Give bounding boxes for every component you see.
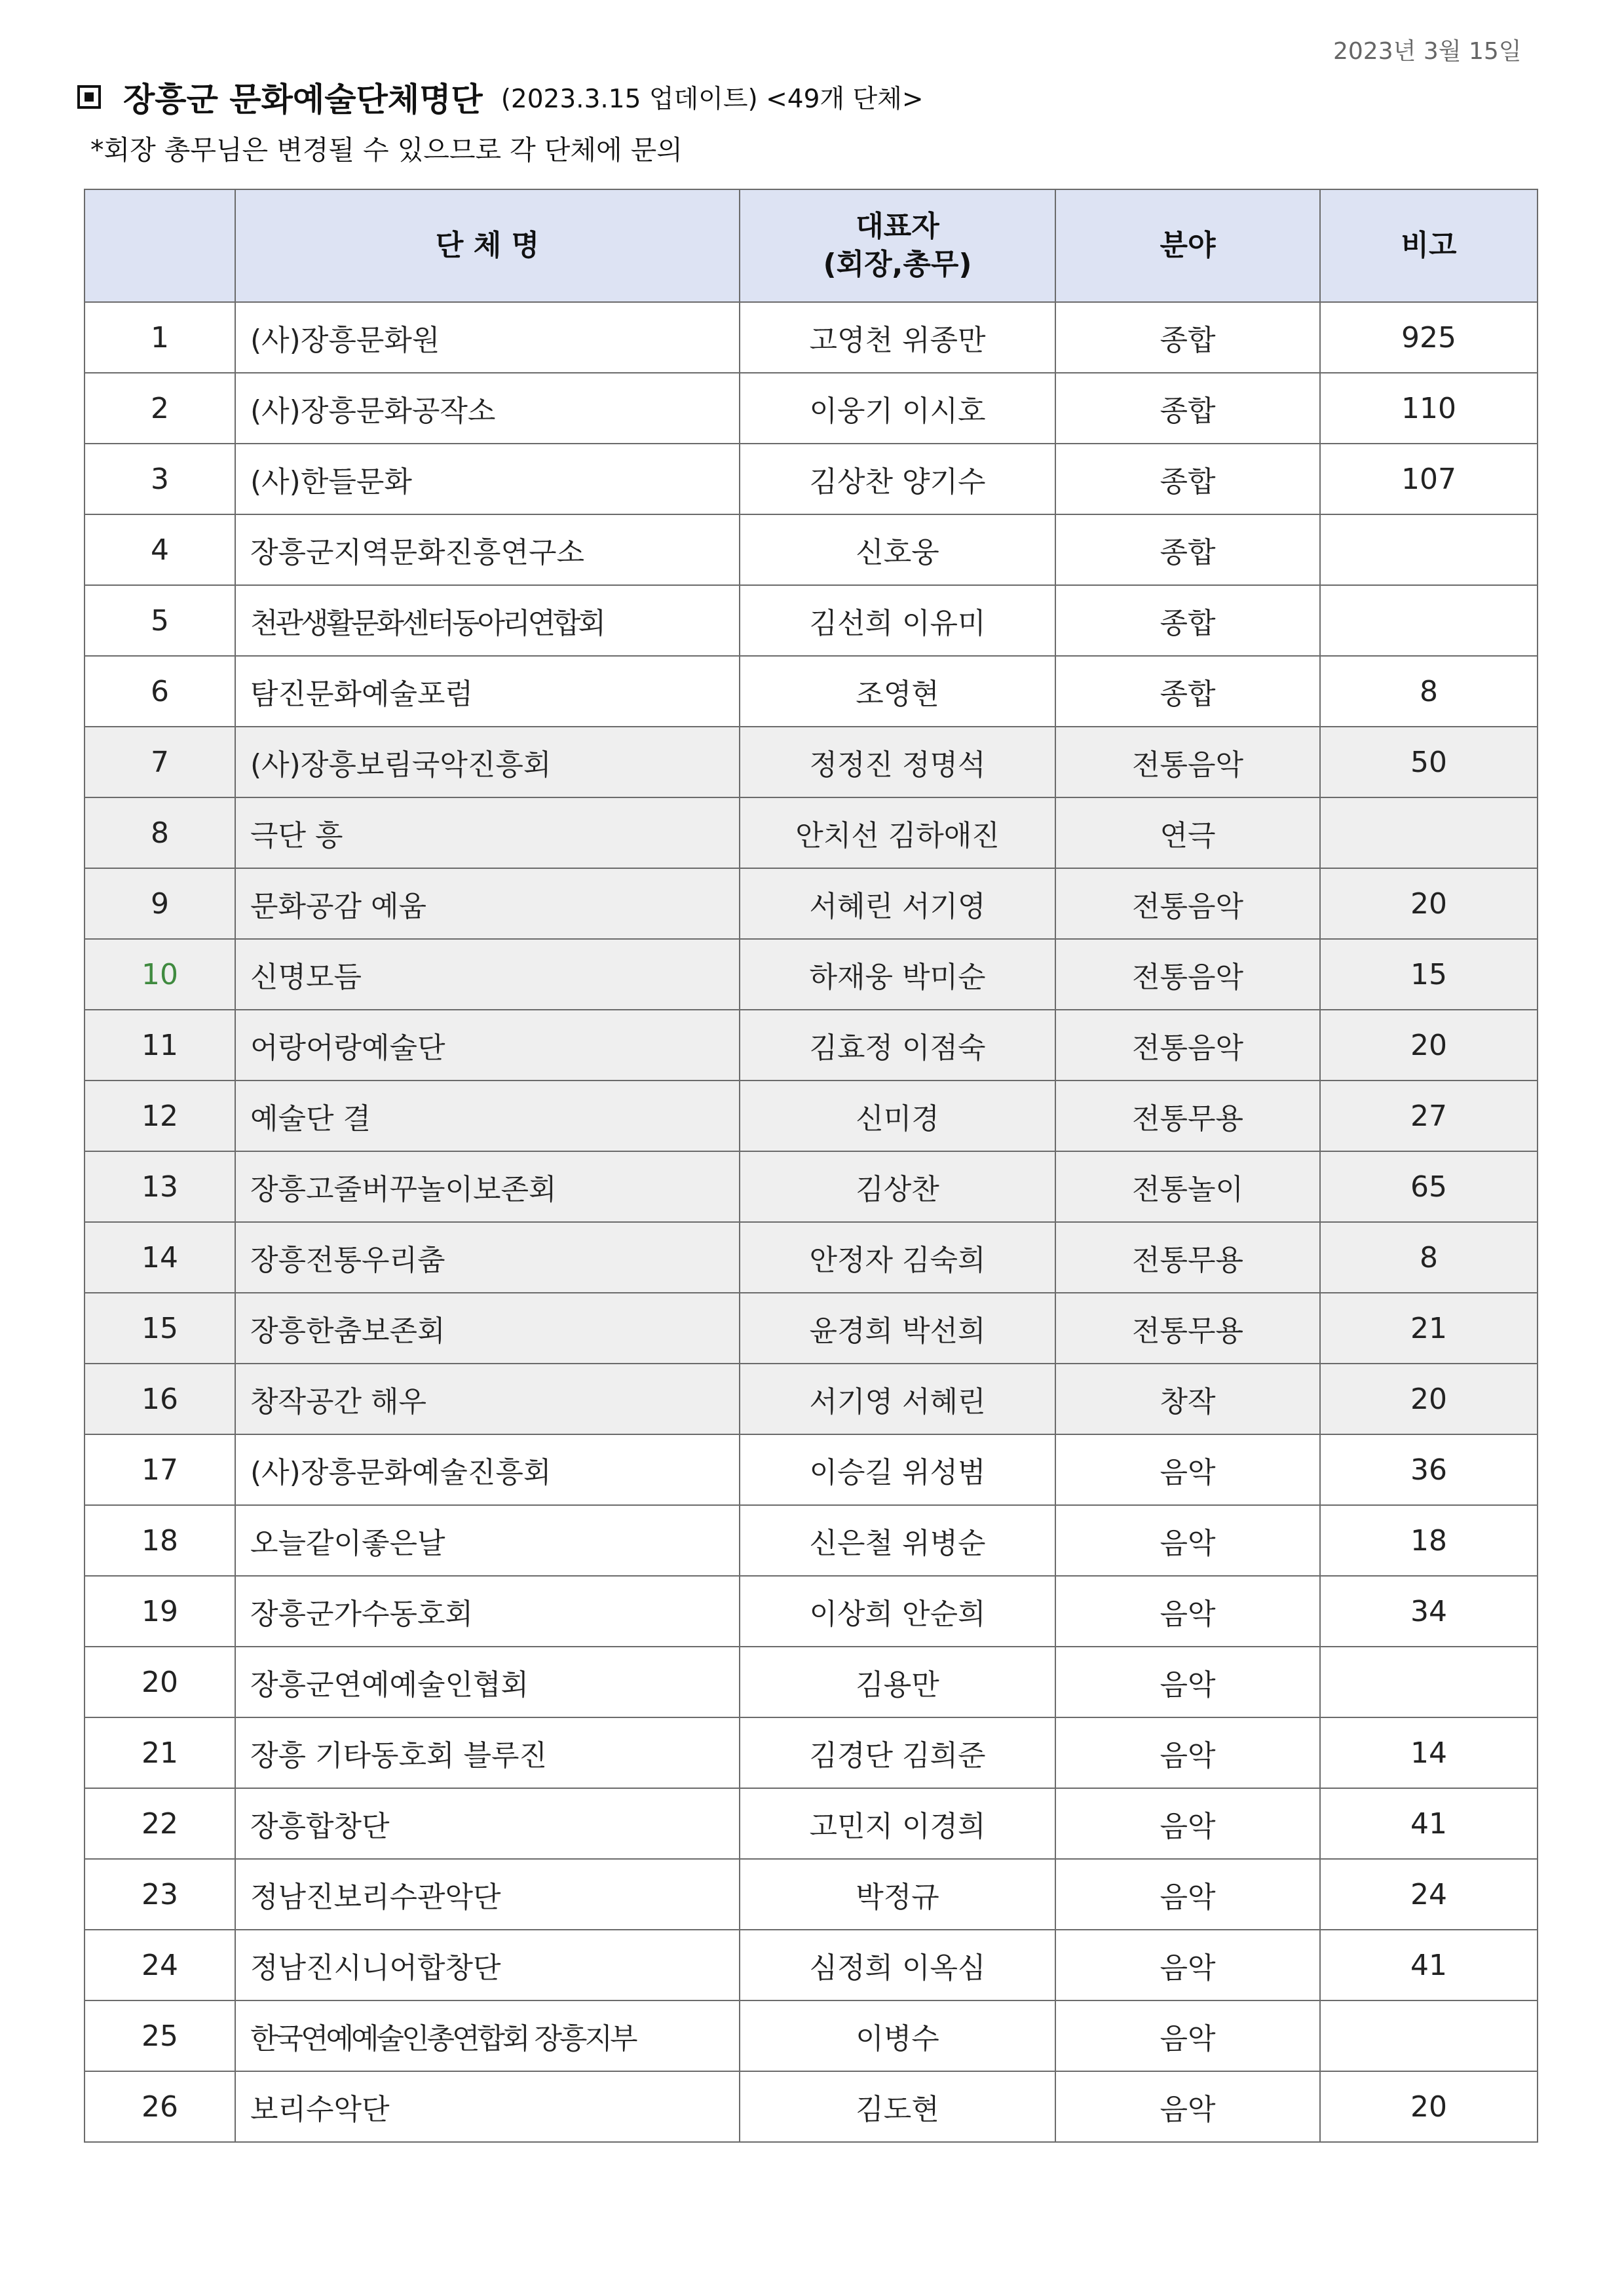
representative: 김선희 이유미 [740,585,1055,656]
row-number: 17 [85,1434,235,1505]
representative: 김도현 [740,2071,1055,2142]
row-number: 13 [85,1151,235,1222]
header-rep-line1: 대표자 [856,210,939,243]
representative: 서혜린 서기영 [740,868,1055,939]
row-number: 23 [85,1859,235,1930]
member-count [1320,2000,1538,2071]
document-title: 장흥군 문화예술단체명단 [123,81,483,119]
row-number: 10 [85,939,235,1010]
field: 음악 [1055,1717,1320,1788]
representative: 안정자 김숙희 [740,1222,1055,1293]
table-row [85,1576,1538,1647]
field: 음악 [1055,1788,1320,1859]
org-name: 천관생활문화센터동아리연합회 [235,585,740,656]
org-name: 장흥군연예예술인협회 [235,1647,740,1717]
org-name: 문화공감 예움 [235,868,740,939]
table-row [85,1222,1538,1293]
representative: 이상희 안순희 [740,1576,1055,1647]
member-count: 24 [1320,1859,1538,1930]
field: 종합 [1055,302,1320,373]
member-count: 20 [1320,1364,1538,1434]
table-row [85,1647,1538,1717]
row-number: 24 [85,1930,235,2000]
table-row [85,1717,1538,1788]
table-row [85,656,1538,727]
table-row [85,1788,1538,1859]
field: 종합 [1055,373,1320,444]
field: 전통놀이 [1055,1151,1320,1222]
org-name: 극단 흥 [235,797,740,868]
org-name: 장흥한춤보존회 [235,1293,740,1364]
representative: 서기영 서혜린 [740,1364,1055,1434]
org-name: 장흥고줄버꾸놀이보존회 [235,1151,740,1222]
org-name: 장흥군가수동호회 [235,1576,740,1647]
table-row [85,939,1538,1010]
table-row [85,1293,1538,1364]
table-row [85,444,1538,514]
member-count: 41 [1320,1788,1538,1859]
org-name: (사)장흥문화공작소 [235,373,740,444]
member-count [1320,1647,1538,1717]
table-row [85,1505,1538,1576]
member-count: 41 [1320,1930,1538,2000]
member-count: 50 [1320,727,1538,797]
field: 음악 [1055,2071,1320,2142]
table-row [85,727,1538,797]
member-count: 20 [1320,868,1538,939]
row-number: 6 [85,656,235,727]
representative: 이웅기 이시호 [740,373,1055,444]
representative: 고민지 이경희 [740,1788,1055,1859]
field: 종합 [1055,656,1320,727]
representative: 김상찬 양기수 [740,444,1055,514]
member-count: 925 [1320,302,1538,373]
member-count: 65 [1320,1151,1538,1222]
row-number: 1 [85,302,235,373]
document-subtitle: (2023.3.15 업데이트) <49개 단체> [500,85,924,114]
org-name: (사)장흥보림국악진흥회 [235,727,740,797]
member-count: 27 [1320,1081,1538,1151]
field: 전통음악 [1055,1010,1320,1081]
org-name: 정남진보리수관악단 [235,1859,740,1930]
org-name: 정남진시니어합창단 [235,1930,740,2000]
member-count: 14 [1320,1717,1538,1788]
table-row [85,797,1538,868]
organizations-table [84,189,1538,2143]
member-count: 107 [1320,444,1538,514]
member-count: 110 [1320,373,1538,444]
representative: 하재웅 박미순 [740,939,1055,1010]
org-name: 장흥합창단 [235,1788,740,1859]
representative: 김경단 김희준 [740,1717,1055,1788]
org-name: 창작공간 해우 [235,1364,740,1434]
table-row [85,1434,1538,1505]
field: 전통음악 [1055,868,1320,939]
representative: 윤경희 박선희 [740,1293,1055,1364]
member-count: 8 [1320,1222,1538,1293]
field: 음악 [1055,1859,1320,1930]
header-representative [740,189,1055,302]
row-number: 16 [85,1364,235,1434]
table-row [85,1364,1538,1434]
field: 음악 [1055,1647,1320,1717]
table-row [85,2000,1538,2071]
header-rep-line2: (회장,총무) [823,248,972,281]
row-number: 18 [85,1505,235,1576]
representative: 김효정 이점숙 [740,1010,1055,1081]
table-row [85,585,1538,656]
table-row [85,514,1538,585]
org-name: 장흥군지역문화진흥연구소 [235,514,740,585]
representative: 안치선 김하애진 [740,797,1055,868]
header-no [85,189,235,302]
table-row [85,1010,1538,1081]
org-name: (사)장흥문화예술진흥회 [235,1434,740,1505]
header-name: 단 체 명 [235,189,740,302]
title-line [77,73,924,121]
field: 종합 [1055,585,1320,656]
member-count: 34 [1320,1576,1538,1647]
org-name: 한국연예예술인총연합회 장흥지부 [235,2000,740,2071]
field: 전통음악 [1055,727,1320,797]
row-number: 22 [85,1788,235,1859]
representative: 신은철 위병순 [740,1505,1055,1576]
member-count: 20 [1320,1010,1538,1081]
representative: 신미경 [740,1081,1055,1151]
table-header-row [85,189,1538,302]
table-row [85,1859,1538,1930]
member-count: 36 [1320,1434,1538,1505]
field: 전통무용 [1055,1293,1320,1364]
table-row [85,1151,1538,1222]
member-count [1320,514,1538,585]
row-number: 2 [85,373,235,444]
row-number: 12 [85,1081,235,1151]
table-row [85,1930,1538,2000]
org-name: 장흥 기타동호회 블루진 [235,1717,740,1788]
field: 음악 [1055,1576,1320,1647]
field: 종합 [1055,514,1320,585]
row-number: 4 [85,514,235,585]
row-number: 21 [85,1717,235,1788]
field: 전통무용 [1055,1222,1320,1293]
row-number: 8 [85,797,235,868]
org-name: 신명모듬 [235,939,740,1010]
document-date: 2023년 3월 15일 [1333,38,1522,65]
table-row [85,1081,1538,1151]
org-name: 오늘같이좋은날 [235,1505,740,1576]
row-number: 19 [85,1576,235,1647]
row-number: 15 [85,1293,235,1364]
representative: 김용만 [740,1647,1055,1717]
contact-notice: *회장 총무님은 변경될 수 있으므로 각 단체에 문의 [90,134,683,166]
table-row [85,373,1538,444]
row-number: 25 [85,2000,235,2071]
representative: 박정규 [740,1859,1055,1930]
row-number: 5 [85,585,235,656]
row-number: 14 [85,1222,235,1293]
field: 음악 [1055,1930,1320,2000]
field: 음악 [1055,2000,1320,2071]
member-count: 8 [1320,656,1538,727]
org-name: 보리수악단 [235,2071,740,2142]
representative: 신호웅 [740,514,1055,585]
row-number: 11 [85,1010,235,1081]
square-bullet-icon [77,85,101,109]
field: 연극 [1055,797,1320,868]
representative: 이병수 [740,2000,1055,2071]
org-name: 어랑어랑예술단 [235,1010,740,1081]
member-count: 20 [1320,2071,1538,2142]
representative: 심정희 이옥심 [740,1930,1055,2000]
org-name: (사)장흥문화원 [235,302,740,373]
table-row [85,868,1538,939]
row-number: 20 [85,1647,235,1717]
field: 종합 [1055,444,1320,514]
field: 음악 [1055,1434,1320,1505]
table-body [85,302,1538,2142]
org-name: 장흥전통우리춤 [235,1222,740,1293]
member-count: 18 [1320,1505,1538,1576]
member-count [1320,585,1538,656]
representative: 정정진 정명석 [740,727,1055,797]
member-count [1320,797,1538,868]
field: 전통음악 [1055,939,1320,1010]
field: 음악 [1055,1505,1320,1576]
representative: 김상찬 [740,1151,1055,1222]
table-row [85,2071,1538,2142]
row-number: 9 [85,868,235,939]
member-count: 15 [1320,939,1538,1010]
header-note: 비고 [1320,189,1538,302]
field: 창작 [1055,1364,1320,1434]
org-name: (사)한들문화 [235,444,740,514]
member-count: 21 [1320,1293,1538,1364]
row-number: 26 [85,2071,235,2142]
header-field: 분야 [1055,189,1320,302]
row-number: 7 [85,727,235,797]
table-row [85,302,1538,373]
org-name: 예술단 결 [235,1081,740,1151]
field: 전통무용 [1055,1081,1320,1151]
representative: 조영현 [740,656,1055,727]
row-number: 3 [85,444,235,514]
org-name: 탐진문화예술포럼 [235,656,740,727]
representative: 이승길 위성범 [740,1434,1055,1505]
representative: 고영천 위종만 [740,302,1055,373]
